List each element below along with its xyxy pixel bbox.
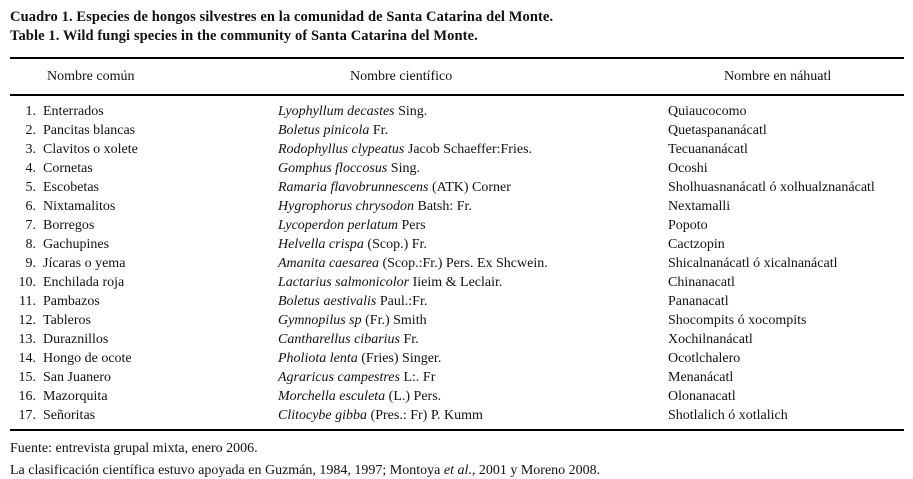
row-number: 17. [18, 408, 36, 423]
nahuatl-name-cell: Menanácatl [668, 370, 734, 385]
nahuatl-name-cell: Shotlalich ó xotlalich [668, 408, 788, 423]
scientific-name-authority: Fr. [403, 332, 419, 347]
row-number: 9. [25, 256, 36, 271]
row-number: 3. [25, 142, 36, 157]
common-name-cell [10, 349, 278, 368]
common-name-cell [10, 387, 278, 406]
table-body [10, 96, 904, 429]
common-name-cell [10, 292, 278, 311]
common-name: Pancitas blancas [43, 123, 136, 138]
scientific-name-authority: Pers [401, 218, 426, 233]
caption-english: Table 1. Wild fungi species in the community of Santa Catarina del Monte. [10, 28, 478, 44]
table-footnotes [10, 438, 903, 479]
table-row [10, 387, 904, 406]
scientific-name-authority: (ATK) Corner [431, 180, 511, 195]
common-name-cell [10, 102, 278, 121]
header-nahuatl-name: Nombre en náhuatl [724, 69, 832, 84]
caption-spanish: Cuadro 1. Especies de hongos silvestres en la comunidad de Santa Catarina del Monte. [10, 9, 554, 25]
classification-note-prefix: La clasificación científica estuvo apoyada en Guzmán, 1984, 1997; Montoya [10, 463, 444, 478]
nahuatl-name-cell: Ocotlchalero [668, 351, 741, 366]
common-name-cell [10, 368, 278, 387]
nahuatl-name-cell: Quiaucocomo [668, 104, 747, 119]
scientific-name-authority: Sing. [390, 161, 420, 176]
common-name-cell [10, 235, 278, 254]
scientific-name-cell [278, 273, 668, 292]
classification-note [10, 460, 903, 479]
table-row [10, 235, 904, 254]
scientific-name-binomial: Agraricus campestres [278, 370, 400, 385]
table-row [10, 121, 904, 140]
scientific-name-binomial: Helvella crispa [278, 237, 364, 252]
scientific-name-cell [278, 387, 668, 406]
scientific-name-cell [278, 197, 668, 216]
scientific-name-cell [278, 311, 668, 330]
header-common-name: Nombre común [47, 69, 135, 84]
table-row [10, 197, 904, 216]
scientific-name-binomial: Boletus aestivalis [278, 294, 377, 309]
table-row [10, 292, 904, 311]
table-row [10, 406, 904, 425]
common-name: Hongo de ocote [43, 351, 132, 366]
table-row [10, 368, 904, 387]
table-row [10, 178, 904, 197]
nahuatl-name-cell: Chinanacatl [668, 275, 735, 290]
scientific-name-authority: (Pres.: Fr) P. Kumm [370, 408, 483, 423]
scientific-name-binomial: Amanita caesarea [278, 256, 379, 271]
row-number: 5. [25, 180, 36, 195]
scientific-name-binomial: Lyophyllum decastes [278, 104, 395, 119]
scientific-name-binomial: Clitocybe gibba [278, 408, 368, 423]
common-name-cell [10, 140, 278, 159]
scientific-name-binomial: Boletus pinicola [278, 123, 370, 138]
row-number: 16. [18, 389, 36, 404]
common-name-cell [10, 273, 278, 292]
nahuatl-name-cell: Shocompits ó xocompits [668, 313, 807, 328]
scientific-name-binomial: Lycoperdon perlatum [278, 218, 398, 233]
scientific-name-cell [278, 349, 668, 368]
nahuatl-name-cell: Tecuananácatl [668, 142, 748, 157]
common-name: Borregos [43, 218, 95, 233]
common-name: San Juanero [43, 370, 112, 385]
common-name: Nixtamalitos [43, 199, 116, 214]
table-row [10, 311, 904, 330]
nahuatl-name-cell: Quetaspananácatl [668, 123, 767, 138]
scientific-name-authority: (Fries) Singer. [361, 351, 442, 366]
row-number: 8. [25, 237, 36, 252]
common-name: Señoritas [43, 408, 96, 423]
scientific-name-cell [278, 216, 668, 235]
nahuatl-name-cell: Sholhuasnanácatl ó xolhualznanácatl [668, 180, 875, 195]
header-scientific-name: Nombre científico [350, 69, 453, 84]
common-name-cell [10, 216, 278, 235]
nahuatl-name-cell: Nextamalli [668, 199, 731, 214]
scientific-name-authority: L:. Fr [403, 370, 436, 385]
scientific-name-cell [278, 254, 668, 273]
table-row [10, 140, 904, 159]
row-number: 15. [18, 370, 36, 385]
scientific-name-authority: Iieim & Leclair. [412, 275, 503, 290]
table-row [10, 330, 904, 349]
scientific-name-cell [278, 235, 668, 254]
row-number: 14. [18, 351, 36, 366]
scientific-name-binomial: Hygrophorus chrysodon [278, 199, 414, 214]
scientific-name-authority: Paul.:Fr. [379, 294, 428, 309]
scientific-name-binomial: Lactarius salmonicolor [278, 275, 410, 290]
row-number: 12. [18, 313, 36, 328]
row-number: 7. [25, 218, 36, 233]
common-name-cell [10, 197, 278, 216]
common-name-cell [10, 121, 278, 140]
scientific-name-authority: (Scop.:Fr.) Pers. Ex Shcwein. [382, 256, 548, 271]
scientific-name-authority: Batsh: Fr. [417, 199, 472, 214]
common-name: Jícaras o yema [43, 256, 126, 271]
scientific-name-cell [278, 368, 668, 387]
common-name-cell [10, 159, 278, 178]
scientific-name-binomial: Pholiota lenta [278, 351, 358, 366]
common-name: Escobetas [43, 180, 99, 195]
scientific-name-authority: (Scop.) Fr. [367, 237, 427, 252]
common-name-cell [10, 406, 278, 425]
classification-note-etal: et al. [443, 463, 472, 478]
row-number: 13. [18, 332, 36, 347]
common-name-cell [10, 254, 278, 273]
nahuatl-name-cell: Popoto [668, 218, 708, 233]
table-row [10, 102, 904, 121]
common-name: Pambazos [43, 294, 100, 309]
row-number: 10. [18, 275, 36, 290]
scientific-name-cell [278, 121, 668, 140]
scientific-name-authority: Sing. [398, 104, 428, 119]
scientific-name-binomial: Gymnopilus sp [278, 313, 362, 328]
common-name: Duraznillos [43, 332, 109, 347]
table-row [10, 349, 904, 368]
scientific-name-cell [278, 178, 668, 197]
table-header-row [10, 59, 904, 94]
common-name-cell [10, 330, 278, 349]
row-number: 1. [25, 104, 36, 119]
table-row [10, 254, 904, 273]
common-name-cell [10, 178, 278, 197]
table-caption [0, 8, 913, 46]
classification-note-suffix: , 2001 y Moreno 2008. [471, 463, 601, 478]
common-name: Tableros [43, 313, 92, 328]
nahuatl-name-cell: Cactzopin [668, 237, 725, 252]
bottom-rule [10, 429, 904, 431]
nahuatl-name-cell: Olonanacatl [668, 389, 736, 404]
row-number: 11. [19, 294, 36, 309]
nahuatl-name-cell: Ocoshi [668, 161, 708, 176]
nahuatl-name-cell: Pananacatl [668, 294, 729, 309]
table-row [10, 273, 904, 292]
common-name-cell [10, 311, 278, 330]
common-name: Mazorquita [43, 389, 108, 404]
scientific-name-binomial: Gomphus floccosus [278, 161, 388, 176]
common-name: Cornetas [43, 161, 93, 176]
scientific-name-authority: (L.) Pers. [388, 389, 442, 404]
source-note: Fuente: entrevista grupal mixta, enero 2006. [10, 441, 258, 456]
scientific-name-binomial: Ramaria flavobrunnescens [278, 180, 429, 195]
scientific-name-authority: Jacob Schaeffer:Fries. [407, 142, 533, 157]
row-number: 6. [25, 199, 36, 214]
scientific-name-authority: (Fr.) Smith [365, 313, 427, 328]
fungi-table [10, 57, 904, 431]
row-number: 4. [25, 161, 36, 176]
common-name: Enchilada roja [43, 275, 125, 290]
nahuatl-name-cell: Shicalnanácatl ó xicalnanácatl [668, 256, 838, 271]
table-row [10, 159, 904, 178]
common-name: Gachupines [43, 237, 110, 252]
scientific-name-cell [278, 292, 668, 311]
scientific-name-cell [278, 159, 668, 178]
scientific-name-binomial: Morchella esculeta [278, 389, 386, 404]
common-name: Enterrados [43, 104, 104, 119]
scientific-name-binomial: Rodophyllus clypeatus [278, 142, 405, 157]
nahuatl-name-cell: Xochilnanácatl [668, 332, 753, 347]
common-name: Clavitos o xolete [43, 142, 138, 157]
scientific-name-cell [278, 140, 668, 159]
scientific-name-cell [278, 330, 668, 349]
scientific-name-binomial: Cantharellus cibarius [278, 332, 400, 347]
scientific-name-cell [278, 102, 668, 121]
scientific-name-cell [278, 406, 668, 425]
scientific-name-authority: Fr. [372, 123, 389, 138]
row-number: 2. [25, 123, 36, 138]
table-row [10, 216, 904, 235]
